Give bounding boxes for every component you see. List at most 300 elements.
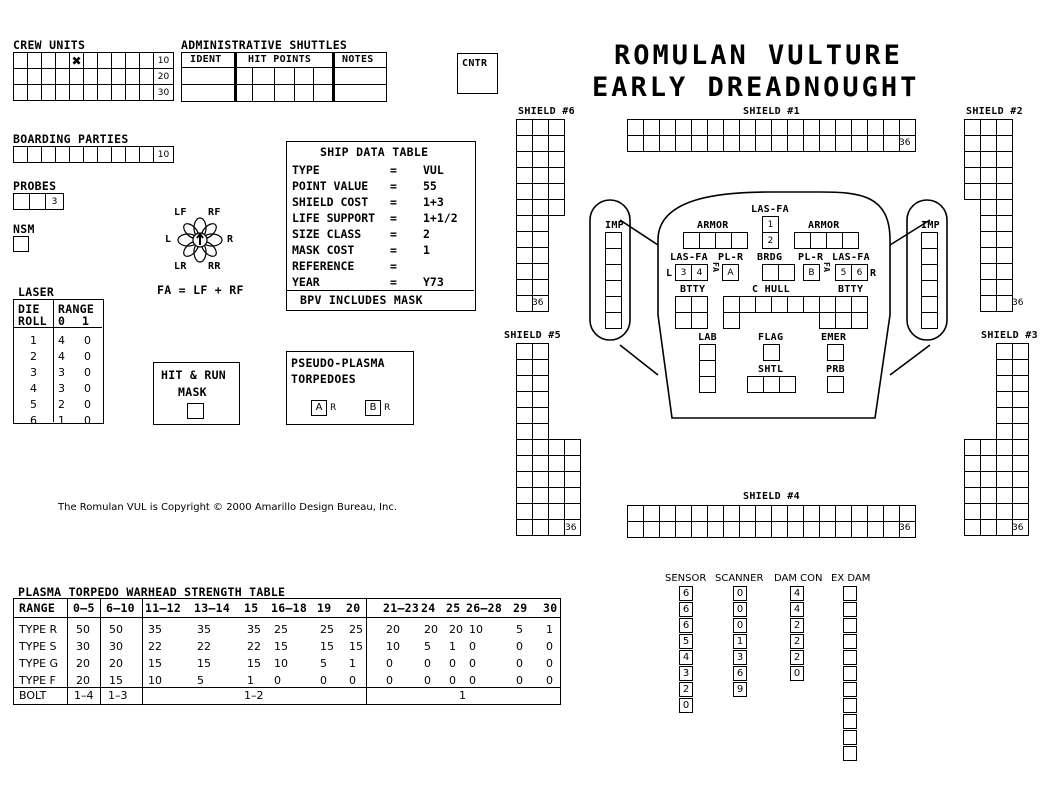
exdam-track-box[interactable] <box>843 602 857 617</box>
c-hull-top-box[interactable] <box>787 296 804 313</box>
shield-2-b-box[interactable] <box>980 151 997 168</box>
shtl-box[interactable] <box>763 376 780 393</box>
shield-2-c-box[interactable] <box>996 119 1013 136</box>
crew-units-grid[interactable]: ✖ 10 20 30 <box>13 52 173 100</box>
shield-4-box[interactable] <box>851 505 868 522</box>
shield-5-b-box[interactable] <box>564 503 581 520</box>
exdam-track-box[interactable] <box>843 634 857 649</box>
scanner-track-box[interactable]: 0 <box>733 618 747 633</box>
shield-3-a-box[interactable] <box>996 391 1013 408</box>
armor-left-box[interactable] <box>731 232 748 249</box>
shield-4-box[interactable] <box>755 521 772 538</box>
shield-1-box[interactable] <box>835 119 852 136</box>
damcon-track[interactable] <box>790 586 804 682</box>
shield-2-a-box[interactable] <box>964 119 981 136</box>
shield-3-a-box[interactable] <box>996 471 1013 488</box>
shield-1-box[interactable] <box>659 119 676 136</box>
shield-1-box[interactable] <box>755 119 772 136</box>
shield-5-a-box[interactable] <box>516 359 533 376</box>
shield-2-b-box[interactable] <box>980 231 997 248</box>
btty-right-box[interactable] <box>835 312 852 329</box>
armor-left[interactable] <box>683 232 747 248</box>
shield-3-a-box[interactable] <box>1012 423 1029 440</box>
scanner-track-box[interactable]: 0 <box>733 586 747 601</box>
shield-5-a-box[interactable] <box>516 439 533 456</box>
shield-1-box[interactable] <box>755 135 772 152</box>
exdam-track-box[interactable] <box>843 586 857 601</box>
armor-left-box[interactable] <box>699 232 716 249</box>
c-hull-top-box[interactable] <box>771 296 788 313</box>
exdam-track-box[interactable] <box>843 698 857 713</box>
brdg[interactable] <box>762 264 794 280</box>
shield-4-box[interactable] <box>883 521 900 538</box>
shield-3-a-box[interactable] <box>1012 439 1029 456</box>
shield-5-a-box[interactable] <box>516 407 533 424</box>
sensor-track-box[interactable]: 4 <box>679 650 693 665</box>
shield-3-a-box[interactable] <box>996 439 1013 456</box>
shield-3-a-box[interactable] <box>996 519 1013 536</box>
shield-2-b-box[interactable] <box>980 263 997 280</box>
shield-3-b-box[interactable] <box>964 487 981 504</box>
shield-5-a-box[interactable] <box>532 471 549 488</box>
pl-r-left-box[interactable]: A <box>722 264 739 281</box>
shield-6-b-box[interactable] <box>532 119 549 136</box>
scanner-track-box[interactable]: 0 <box>733 602 747 617</box>
btty-left-box[interactable] <box>675 296 692 313</box>
shield-1-box[interactable] <box>787 119 804 136</box>
shield-1-box[interactable] <box>851 135 868 152</box>
shield-4-box[interactable] <box>739 521 756 538</box>
sensor-track-box[interactable]: 0 <box>679 698 693 713</box>
shield-3-a-box[interactable] <box>1012 487 1029 504</box>
scanner-track[interactable] <box>733 586 747 698</box>
shield-6-c-box[interactable] <box>548 167 565 184</box>
exdam-track-box[interactable] <box>843 730 857 745</box>
shield-1-box[interactable] <box>899 119 916 136</box>
shield-3-a-box[interactable] <box>996 503 1013 520</box>
shield-4-box[interactable] <box>883 505 900 522</box>
lab[interactable] <box>699 344 715 392</box>
scanner-track-box[interactable]: 3 <box>733 650 747 665</box>
shield-2-c-box[interactable] <box>996 279 1013 296</box>
shield-3-b-box[interactable] <box>980 471 997 488</box>
shield-2-b-box[interactable] <box>980 247 997 264</box>
sensor-track-box[interactable]: 2 <box>679 682 693 697</box>
lab-box[interactable] <box>699 344 716 361</box>
shield-5-a-box[interactable] <box>532 503 549 520</box>
shield-1-box[interactable] <box>883 135 900 152</box>
shield-2-a-box[interactable] <box>964 135 981 152</box>
shield-4-box[interactable] <box>819 505 836 522</box>
shield-2-b-box[interactable] <box>980 279 997 296</box>
c-hull-top-box[interactable] <box>755 296 772 313</box>
imp-left-box[interactable] <box>605 264 622 281</box>
shield-6-a-box[interactable] <box>516 263 533 280</box>
shield-2-c-box[interactable] <box>996 167 1013 184</box>
imp-left[interactable] <box>605 232 621 328</box>
shield-2-c-box[interactable] <box>996 247 1013 264</box>
shield-3-a-box[interactable] <box>1012 455 1029 472</box>
shield-5-b-box[interactable] <box>548 439 565 456</box>
btty-right[interactable] <box>835 296 867 328</box>
shield-3-b-box[interactable] <box>980 503 997 520</box>
shield-1-box[interactable] <box>675 135 692 152</box>
imp-right-box[interactable] <box>921 232 938 249</box>
shield-3-a-box[interactable] <box>996 487 1013 504</box>
shield-4-box[interactable] <box>771 521 788 538</box>
exdam-track-box[interactable] <box>843 746 857 761</box>
flag[interactable] <box>763 344 779 360</box>
shuttles-table[interactable] <box>181 52 387 102</box>
shield-6-a-box[interactable] <box>516 167 533 184</box>
btty-right-box[interactable] <box>851 312 868 329</box>
shield-5-b-box[interactable] <box>548 487 565 504</box>
emer-box[interactable] <box>827 344 844 361</box>
shtl[interactable] <box>747 376 795 392</box>
shield-5-a-box[interactable] <box>516 519 533 536</box>
shield-3-b-box[interactable] <box>964 503 981 520</box>
exdam-track-box[interactable] <box>843 650 857 665</box>
shield-6-b-box[interactable] <box>532 135 549 152</box>
shield-5-a-box[interactable] <box>532 519 549 536</box>
armor-right-box[interactable] <box>810 232 827 249</box>
shield-6-b-box[interactable] <box>532 215 549 232</box>
shield-6-c-box[interactable] <box>548 151 565 168</box>
shield-6-a[interactable] <box>516 119 532 311</box>
armor-right-box[interactable] <box>826 232 843 249</box>
las-fa-left-box[interactable]: 4 <box>691 264 708 281</box>
boarding-parties-grid[interactable]: 10 <box>13 146 173 162</box>
shield-5-a-box[interactable] <box>532 407 549 424</box>
shield-6-b-box[interactable] <box>532 151 549 168</box>
shield-4-box[interactable] <box>771 505 788 522</box>
shield-4-box[interactable] <box>835 521 852 538</box>
shield-4-box[interactable] <box>707 505 724 522</box>
hit-run-mask-checkbox[interactable] <box>187 403 204 419</box>
shield-6-c-box[interactable] <box>548 183 565 200</box>
shield-6-a-box[interactable] <box>516 247 533 264</box>
shield-5-a-box[interactable] <box>516 487 533 504</box>
btty-left-box[interactable] <box>691 312 708 329</box>
shield-2-c[interactable] <box>996 119 1012 311</box>
las-fa-center[interactable] <box>762 216 778 248</box>
shield-1-box[interactable] <box>803 119 820 136</box>
shield-1-box[interactable] <box>787 135 804 152</box>
shield-4-box[interactable] <box>643 521 660 538</box>
shield-6-a-box[interactable] <box>516 231 533 248</box>
c-hull-r[interactable] <box>819 312 835 328</box>
cntr-box[interactable] <box>457 53 498 94</box>
shield-2-c-box[interactable] <box>996 263 1013 280</box>
shield-6-b-box[interactable] <box>532 263 549 280</box>
imp-right[interactable] <box>921 232 937 328</box>
shield-2-c-box[interactable] <box>996 183 1013 200</box>
shield-4-box[interactable] <box>691 521 708 538</box>
shield-4[interactable] <box>627 505 915 537</box>
scanner-track-box[interactable]: 1 <box>733 634 747 649</box>
shield-2-a-box[interactable] <box>964 151 981 168</box>
shield-4-box[interactable] <box>803 521 820 538</box>
shield-1-box[interactable] <box>675 119 692 136</box>
damcon-track-box[interactable]: 2 <box>790 634 804 649</box>
imp-left-box[interactable] <box>605 280 622 297</box>
shield-3-b-box[interactable] <box>964 455 981 472</box>
sensor-track-box[interactable]: 5 <box>679 634 693 649</box>
c-hull-top-box[interactable] <box>819 296 836 313</box>
exdam-track-box[interactable] <box>843 682 857 697</box>
las-fa-right-box[interactable]: 6 <box>851 264 868 281</box>
exdam-track-box[interactable] <box>843 714 857 729</box>
armor-right-box[interactable] <box>842 232 859 249</box>
shield-3-a-box[interactable] <box>1012 391 1029 408</box>
shield-1-box[interactable] <box>867 119 884 136</box>
shield-4-box[interactable] <box>627 505 644 522</box>
pl-r-right-box[interactable]: B <box>803 264 820 281</box>
shield-3-a-box[interactable] <box>1012 343 1029 360</box>
shield-5-a-box[interactable] <box>532 375 549 392</box>
btty-left-box[interactable] <box>675 312 692 329</box>
shield-5-a-box[interactable] <box>532 343 549 360</box>
emer[interactable] <box>827 344 843 360</box>
shield-1-box[interactable] <box>803 135 820 152</box>
shield-1-box[interactable] <box>723 119 740 136</box>
shield-4-box[interactable] <box>867 505 884 522</box>
shield-3-b-box[interactable] <box>964 471 981 488</box>
damcon-track-box[interactable]: 4 <box>790 602 804 617</box>
shield-6-b-box[interactable] <box>532 247 549 264</box>
shield-2-c-box[interactable] <box>996 199 1013 216</box>
shield-1-box[interactable] <box>771 135 788 152</box>
shield-6-d-box[interactable] <box>548 199 565 216</box>
shield-2-b-box[interactable] <box>980 199 997 216</box>
shield-2-b-box[interactable] <box>980 215 997 232</box>
shield-3-a-box[interactable] <box>996 455 1013 472</box>
shtl-box[interactable] <box>747 376 764 393</box>
shield-6-a-box[interactable] <box>516 135 533 152</box>
shield-5-b-box[interactable] <box>564 471 581 488</box>
shield-3-b-box[interactable] <box>964 439 981 456</box>
shield-5-a-box[interactable] <box>516 423 533 440</box>
shield-6-b[interactable] <box>532 119 548 311</box>
shield-2-a-box[interactable] <box>964 183 981 200</box>
shield-4-box[interactable] <box>835 505 852 522</box>
shield-1-box[interactable] <box>659 135 676 152</box>
c-hull-l[interactable] <box>723 312 739 328</box>
shield-3-b-box[interactable] <box>980 487 997 504</box>
shield-6-a-box[interactable] <box>516 199 533 216</box>
brdg-box[interactable] <box>762 264 779 281</box>
shield-5-b-box[interactable] <box>548 455 565 472</box>
damcon-track-box[interactable]: 2 <box>790 618 804 633</box>
btty-left-box[interactable] <box>691 296 708 313</box>
nsm-box[interactable] <box>13 236 29 252</box>
shield-4-box[interactable] <box>627 521 644 538</box>
shield-3-a-box[interactable] <box>1012 503 1029 520</box>
shield-1-box[interactable] <box>643 119 660 136</box>
shield-1-box[interactable] <box>771 119 788 136</box>
shield-6-a-box[interactable] <box>516 279 533 296</box>
shield-4-box[interactable] <box>659 521 676 538</box>
shield-4-box[interactable] <box>675 505 692 522</box>
shield-4-box[interactable] <box>675 521 692 538</box>
scanner-track-box[interactable]: 9 <box>733 682 747 697</box>
shield-2-b[interactable] <box>980 119 996 311</box>
shield-4-box[interactable] <box>787 521 804 538</box>
shield-2-c-box[interactable] <box>996 215 1013 232</box>
shield-6-a-box[interactable] <box>516 295 533 312</box>
exdam-track[interactable] <box>843 586 857 762</box>
prb[interactable] <box>827 376 843 392</box>
shield-3-a-box[interactable] <box>996 423 1013 440</box>
shield-5-a-box[interactable] <box>532 487 549 504</box>
shield-1-box[interactable] <box>643 135 660 152</box>
imp-left-box[interactable] <box>605 248 622 265</box>
imp-right-box[interactable] <box>921 280 938 297</box>
damcon-track-box[interactable]: 0 <box>790 666 804 681</box>
shield-4-box[interactable] <box>723 505 740 522</box>
pl-r-left[interactable] <box>722 264 738 280</box>
shield-1-box[interactable] <box>739 135 756 152</box>
shield-3-b[interactable] <box>964 439 996 535</box>
shield-5-a-box[interactable] <box>516 375 533 392</box>
shield-1[interactable] <box>627 119 915 151</box>
damcon-track-box[interactable]: 2 <box>790 650 804 665</box>
sensor-track-box[interactable]: 6 <box>679 586 693 601</box>
imp-left-box[interactable] <box>605 296 622 313</box>
shield-3-a-box[interactable] <box>996 407 1013 424</box>
shield-5-a[interactable] <box>516 343 548 535</box>
shield-6-c-box[interactable] <box>548 119 565 136</box>
shield-4-box[interactable] <box>723 521 740 538</box>
damcon-track-box[interactable]: 4 <box>790 586 804 601</box>
armor-left-box[interactable] <box>715 232 732 249</box>
shield-5-a-box[interactable] <box>532 455 549 472</box>
shield-3-a-box[interactable] <box>1012 375 1029 392</box>
btty-right-box[interactable] <box>835 296 852 313</box>
sensor-track-box[interactable]: 6 <box>679 602 693 617</box>
shield-5-a-box[interactable] <box>516 503 533 520</box>
shield-3-b-box[interactable] <box>964 519 981 536</box>
exdam-track-box[interactable] <box>843 666 857 681</box>
shield-1-box[interactable] <box>851 119 868 136</box>
pseudo-torp-b[interactable]: B <box>365 400 381 416</box>
shield-6-a-box[interactable] <box>516 183 533 200</box>
imp-left-box[interactable] <box>605 312 622 329</box>
c-hull-r-box[interactable] <box>819 312 836 329</box>
btty-right-box[interactable] <box>851 296 868 313</box>
shield-1-box[interactable] <box>867 135 884 152</box>
shtl-box[interactable] <box>779 376 796 393</box>
btty-left[interactable] <box>675 296 707 328</box>
shield-3-b-box[interactable] <box>980 519 997 536</box>
scanner-track-box[interactable]: 6 <box>733 666 747 681</box>
flag-box[interactable] <box>763 344 780 361</box>
shield-6-c[interactable] <box>548 119 564 199</box>
shield-3-a-box[interactable] <box>1012 407 1029 424</box>
shield-5-b-box[interactable] <box>564 487 581 504</box>
shield-3-a-box[interactable] <box>1012 471 1029 488</box>
imp-right-box[interactable] <box>921 312 938 329</box>
c-hull-top-box[interactable] <box>739 296 756 313</box>
brdg-box[interactable] <box>778 264 795 281</box>
shield-5-a-box[interactable] <box>516 455 533 472</box>
c-hull-top-box[interactable] <box>723 296 740 313</box>
shield-2-c-box[interactable] <box>996 231 1013 248</box>
shield-3-b-box[interactable] <box>980 455 997 472</box>
armor-left-box[interactable] <box>683 232 700 249</box>
sensor-track-box[interactable]: 3 <box>679 666 693 681</box>
shield-4-box[interactable] <box>899 505 916 522</box>
shield-6-c-box[interactable] <box>548 135 565 152</box>
shield-1-box[interactable] <box>723 135 740 152</box>
shield-5-b-box[interactable] <box>548 503 565 520</box>
shield-1-box[interactable] <box>739 119 756 136</box>
shield-1-box[interactable] <box>627 135 644 152</box>
shield-2-b-box[interactable] <box>980 135 997 152</box>
imp-left-box[interactable] <box>605 232 622 249</box>
shield-2-b-box[interactable] <box>980 167 997 184</box>
las-fa-center-box[interactable]: 2 <box>762 232 779 249</box>
shield-2-b-box[interactable] <box>980 119 997 136</box>
shield-5-a-box[interactable] <box>532 423 549 440</box>
sensor-track[interactable] <box>679 586 693 714</box>
probes-grid[interactable]: 3 <box>13 193 63 209</box>
shield-1-box[interactable] <box>819 119 836 136</box>
shield-2-a-box[interactable] <box>964 167 981 184</box>
shield-2-c-box[interactable] <box>996 295 1013 312</box>
exdam-track-box[interactable] <box>843 618 857 633</box>
pseudo-torp-a[interactable]: A <box>311 400 327 416</box>
shield-5-b-box[interactable] <box>564 455 581 472</box>
shield-1-box[interactable] <box>835 135 852 152</box>
shield-1-box[interactable] <box>883 119 900 136</box>
shield-2-c-box[interactable] <box>996 135 1013 152</box>
las-fa-center-box[interactable]: 1 <box>762 216 779 233</box>
las-fa-left[interactable] <box>675 264 707 280</box>
lab-box[interactable] <box>699 376 716 393</box>
shield-4-box[interactable] <box>851 521 868 538</box>
shield-1-box[interactable] <box>707 135 724 152</box>
las-fa-right[interactable] <box>835 264 867 280</box>
las-fa-left-box[interactable]: 3 <box>675 264 692 281</box>
imp-right-box[interactable] <box>921 248 938 265</box>
shield-2-b-box[interactable] <box>980 183 997 200</box>
shield-5-b-box[interactable] <box>564 439 581 456</box>
armor-right[interactable] <box>794 232 858 248</box>
shield-1-box[interactable] <box>691 135 708 152</box>
shield-5-a-box[interactable] <box>532 391 549 408</box>
prb-box[interactable] <box>827 376 844 393</box>
shield-5-a-box[interactable] <box>516 471 533 488</box>
shield-6-d[interactable] <box>548 199 564 215</box>
shield-4-box[interactable] <box>707 521 724 538</box>
shield-3-a-box[interactable] <box>996 359 1013 376</box>
shield-1-box[interactable] <box>627 119 644 136</box>
shield-4-box[interactable] <box>867 521 884 538</box>
shield-6-b-box[interactable] <box>532 183 549 200</box>
shield-5-a-box[interactable] <box>532 359 549 376</box>
shield-4-box[interactable] <box>819 521 836 538</box>
shield-3-a[interactable] <box>996 343 1028 535</box>
shield-4-box[interactable] <box>739 505 756 522</box>
shield-4-box[interactable] <box>659 505 676 522</box>
shield-3-a-box[interactable] <box>996 343 1013 360</box>
shield-5-b[interactable] <box>548 439 580 535</box>
shield-5-b-box[interactable] <box>548 519 565 536</box>
las-fa-right-box[interactable]: 5 <box>835 264 852 281</box>
lab-box[interactable] <box>699 360 716 377</box>
shield-6-b-box[interactable] <box>532 279 549 296</box>
